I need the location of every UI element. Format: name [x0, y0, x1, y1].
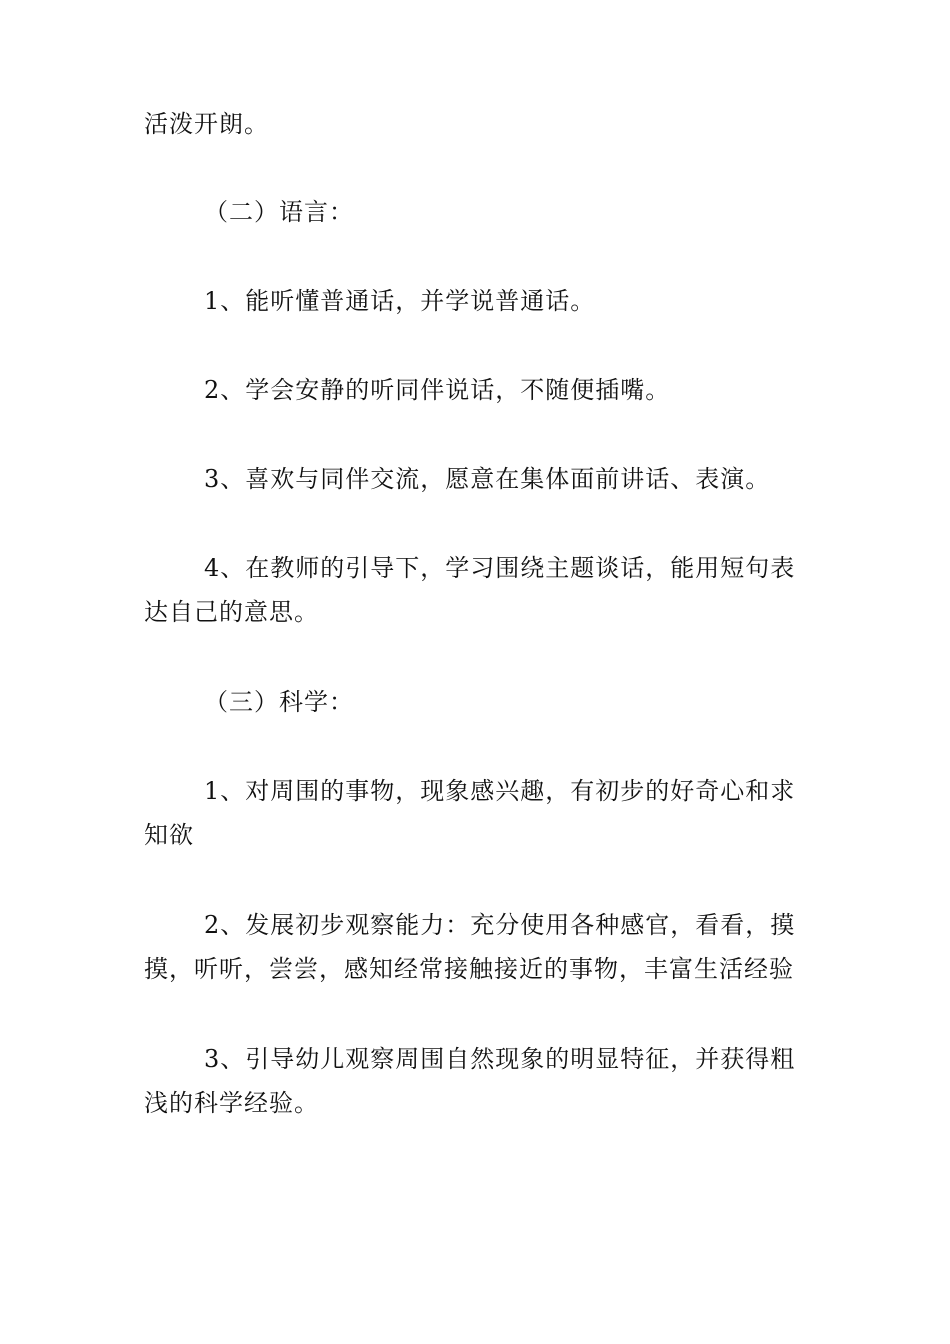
science-item-2: 2、发展初步观察能力：充分使用各种感官，看看，摸摸，听听，尝尝，感知经常接触接近的事物，丰富生活经验 [144, 911, 796, 983]
science-item-1: 1、对周围的事物，现象感兴趣，有初步的好奇心和求知欲 [144, 777, 796, 849]
language-item-1: 1、能听懂普通话，并学说普通话。 [204, 287, 596, 315]
language-item-2: 2、学会安静的听同伴说话，不随便插嘴。 [204, 376, 671, 404]
paragraph-continuation: 活泼开朗。 [144, 110, 269, 138]
science-item-3: 3、引导幼儿观察周围自然现象的明显特征，并获得粗浅的科学经验。 [144, 1045, 796, 1117]
section-heading-science: （三）科学： [204, 688, 354, 716]
section-heading-language: （二）语言： [204, 198, 354, 226]
language-item-3: 3、喜欢与同伴交流，愿意在集体面前讲话、表演。 [204, 465, 771, 493]
language-item-4: 4、在教师的引导下，学习围绕主题谈话，能用短句表达自己的意思。 [144, 554, 796, 626]
